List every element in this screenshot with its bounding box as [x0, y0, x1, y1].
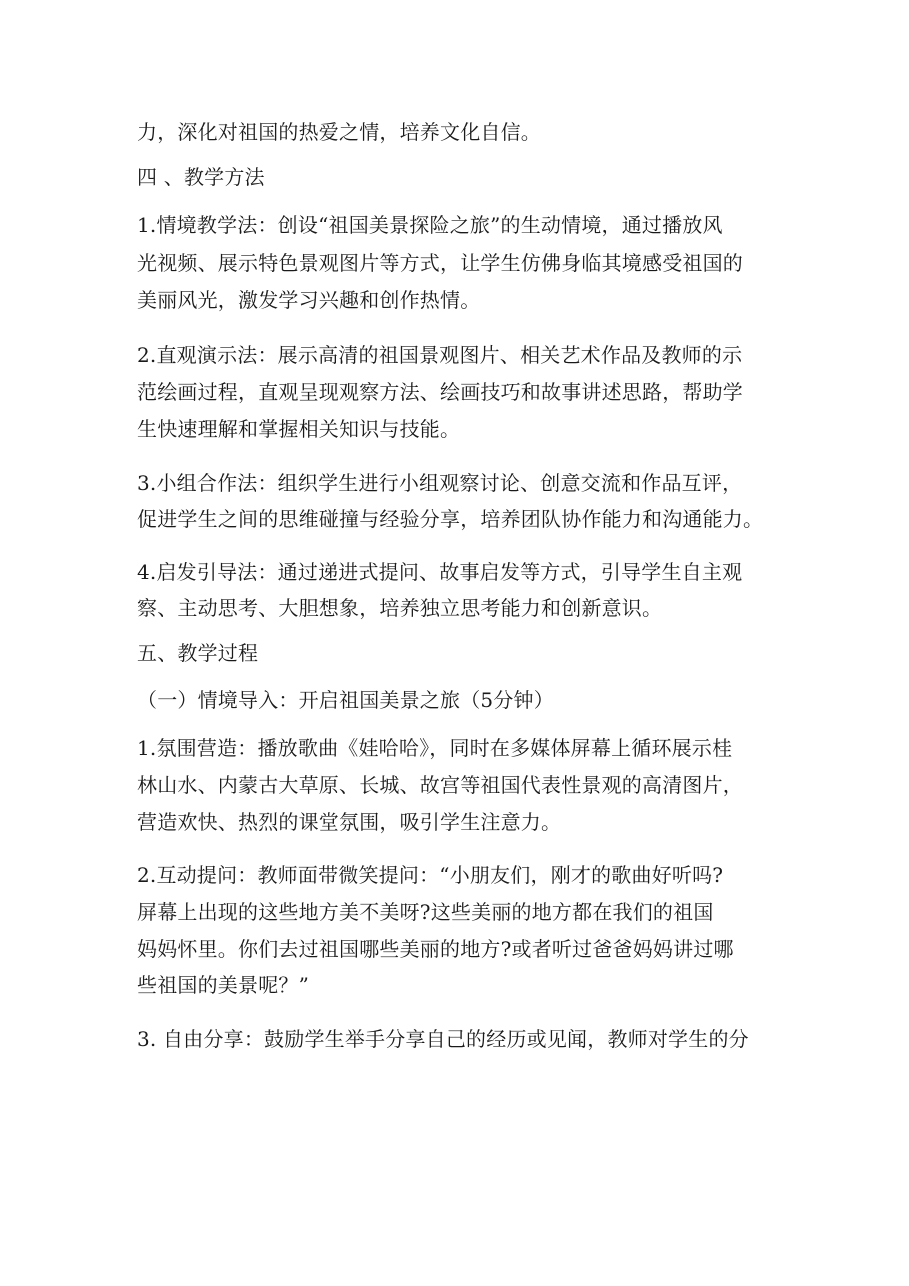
text-line: 3.小组合作法：组织学生进行小组观察讨论、创意交流和作品互评，	[137, 471, 743, 495]
text-line: 2.直观演示法：展示高清的祖国景观图片、相关艺术作品及教师的示	[137, 343, 743, 367]
text-line: 些祖国的美景呢？”	[137, 973, 310, 997]
text-line: 光视频、展示特色景观图片等方式，让学生仿佛身临其境感受祖国的	[137, 251, 743, 275]
text-line: 1.情境教学法：创设“祖国美景探险之旅”的生动情境，通过播放风	[137, 213, 723, 237]
text-line: 范绘画过程，直观呈现观察方法、绘画技巧和故事讲述思路，帮助学	[137, 380, 743, 404]
text-line: 促进学生之间的思维碰撞与经验分享，培养团队协作能力和沟通能力。	[137, 507, 764, 531]
text-line: 3. 自由分享：鼓励学生举手分享自己的经历或见闻，教师对学生的分	[137, 1027, 749, 1051]
text-line: 屏幕上出现的这些地方美不美呀?这些美丽的地方都在我们的祖国	[137, 900, 714, 924]
text-line: 林山水、内蒙古大草原、长城、故宫等祖国代表性景观的高清图片，	[137, 773, 743, 797]
text-line: 生快速理解和掌握相关知识与技能。	[137, 417, 461, 441]
text-line: 美丽风光，激发学习兴趣和创作热情。	[137, 288, 481, 312]
text-line: 营造欢快、热烈的课堂氛围，吸引学生注意力。	[137, 810, 562, 834]
subsection-heading: （一）情境导入：开启祖国美景之旅（5分钟）	[137, 688, 554, 712]
section-heading-teaching-methods: 四 、教学方法	[137, 165, 265, 189]
text-line: 4.启发引导法：通过递进式提问、故事启发等方式，引导学生自主观	[137, 560, 743, 584]
text-line: 2.互动提问：教师面带微笑提问：“小朋友们，刚才的歌曲好听吗?	[137, 863, 724, 887]
text-line: 妈妈怀里。你们去过祖国哪些美丽的地方?或者听过爸爸妈妈讲过哪	[137, 937, 734, 961]
text-line: 力，深化对祖国的热爱之情，培养文化自信。	[137, 120, 541, 144]
text-line: 1.氛围营造：播放歌曲《娃哈哈》，同时在多媒体屏幕上循环展示桂	[137, 736, 733, 760]
section-heading-teaching-process: 五、教学过程	[137, 641, 259, 665]
text-line: 察、主动思考、大胆想象，培养独立思考能力和创新意识。	[137, 596, 663, 620]
